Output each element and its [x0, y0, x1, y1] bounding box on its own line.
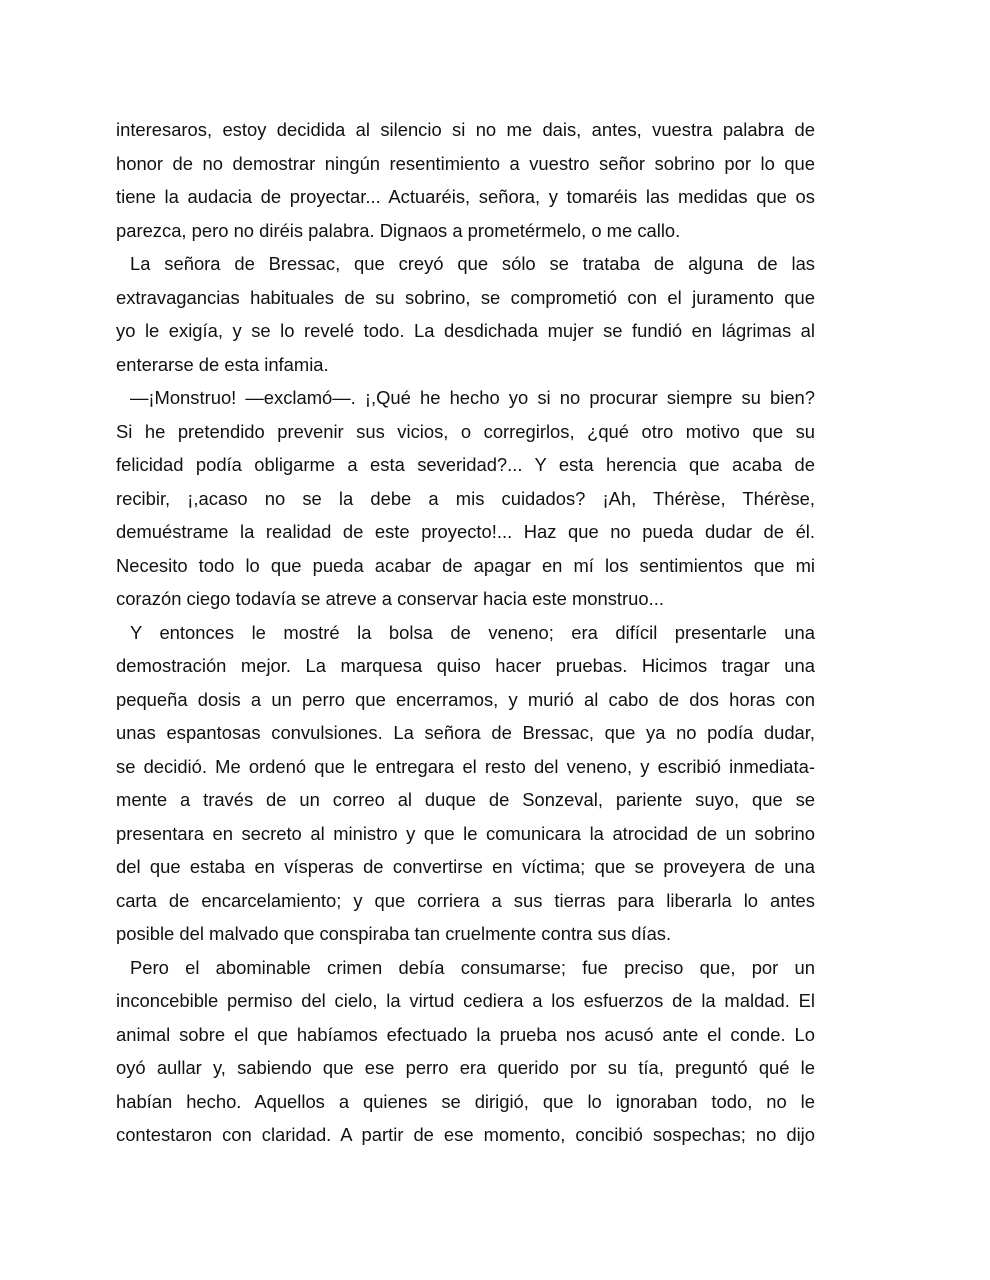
text-line: —¡Monstruo! —exclamó—. ¡,Qué he hecho yo si no procurar siempre su bien?: [130, 387, 815, 408]
text-line: habían hecho. Aquellos a quienes se dirigió, que lo ignoraban todo, no le: [116, 1090, 815, 1112]
text-line: presentara en secreto al ministro y que le comunicara la atrocidad de un sobrino: [116, 822, 815, 844]
text-line: se decidió. Me ordenó que le entregara el resto del veneno, y escribió inmediata-: [116, 755, 815, 777]
text-line: pequeña dosis a un perro que encerramos, y murió al cabo de dos horas con: [116, 688, 815, 710]
paragraph: [116, 381, 815, 616]
text-line: interesaros, estoy decidida al silencio si no me dais, antes, vuestra palabra de: [116, 119, 815, 140]
paragraph: [116, 951, 815, 1152]
text-line: contestaron con claridad. A partir de ese momento, concibió sospechas; no dijo: [116, 1124, 815, 1145]
text-line: demuéstrame la realidad de este proyecto!... Haz que no pueda dudar de él.: [116, 521, 815, 542]
text-line: Necesito todo lo que pueda acabar de apagar en mí los sentimientos que mi: [116, 554, 815, 576]
document-page: [116, 113, 815, 1152]
text-line: yo le exigía, y se lo revelé todo. La desdichada mujer se fundió en lágrimas al: [116, 320, 815, 341]
text-line: Y entonces le mostré la bolsa de veneno; era difícil presentarle una: [130, 621, 815, 643]
paragraph: [116, 616, 815, 951]
text-line: extravagancias habituales de su sobrino, se comprometió con el juramento que: [116, 286, 815, 308]
text-line: mente a través de un correo al duque de Sonzeval, pariente suyo, que se: [116, 789, 815, 810]
text-line: recibir, ¡,acaso no se la debe a mis cuidados? ¡Ah, Thérèse, Thérèse,: [116, 487, 815, 509]
text-line: del que estaba en vísperas de convertirse en víctima; que se proveyera de una: [116, 856, 815, 877]
text-line: unas espantosas convulsiones. La señora de Bressac, que ya no podía dudar,: [116, 722, 815, 743]
paragraph: [116, 247, 815, 381]
text-line: posible del malvado que conspiraba tan cruelmente contra sus días.: [116, 923, 672, 944]
text-line: oyó aullar y, sabiendo que ese perro era querido por su tía, preguntó qué le: [116, 1057, 815, 1078]
text-line: demostración mejor. La marquesa quiso hacer pruebas. Hicimos tragar una: [116, 655, 815, 676]
text-line: tiene la audacia de proyectar... Actuaréis, señora, y tomaréis las medidas que os: [116, 186, 815, 207]
text-line: corazón ciego todavía se atreve a conservar hacia este monstruo...: [116, 588, 664, 609]
text-line: Si he pretendido prevenir sus vicios, o corregirlos, ¿qué otro motivo que su: [116, 420, 815, 442]
paragraph: [116, 113, 815, 247]
text-line: inconcebible permiso del cielo, la virtud cediera a los esfuerzos de la maldad. El: [116, 990, 815, 1011]
text-line: felicidad podía obligarme a esta severidad?... Y esta herencia que acaba de: [116, 454, 815, 475]
text-line: parezca, pero no diréis palabra. Dignaos a prometérmelo, o me callo.: [116, 219, 681, 241]
text-line: carta de encarcelamiento; y que corriera a sus tierras para liberarla lo antes: [116, 889, 815, 911]
text-line: animal sobre el que habíamos efectuado la prueba nos acusó ante el conde. Lo: [116, 1023, 815, 1045]
text-line: La señora de Bressac, que creyó que sólo se trataba de alguna de las: [130, 253, 815, 274]
text-line: honor de no demostrar ningún resentimiento a vuestro señor sobrino por lo que: [116, 152, 815, 174]
text-line: enterarse de esta infamia.: [116, 353, 329, 375]
text-line: Pero el abominable crimen debía consumarse; fue preciso que, por un: [130, 956, 815, 978]
